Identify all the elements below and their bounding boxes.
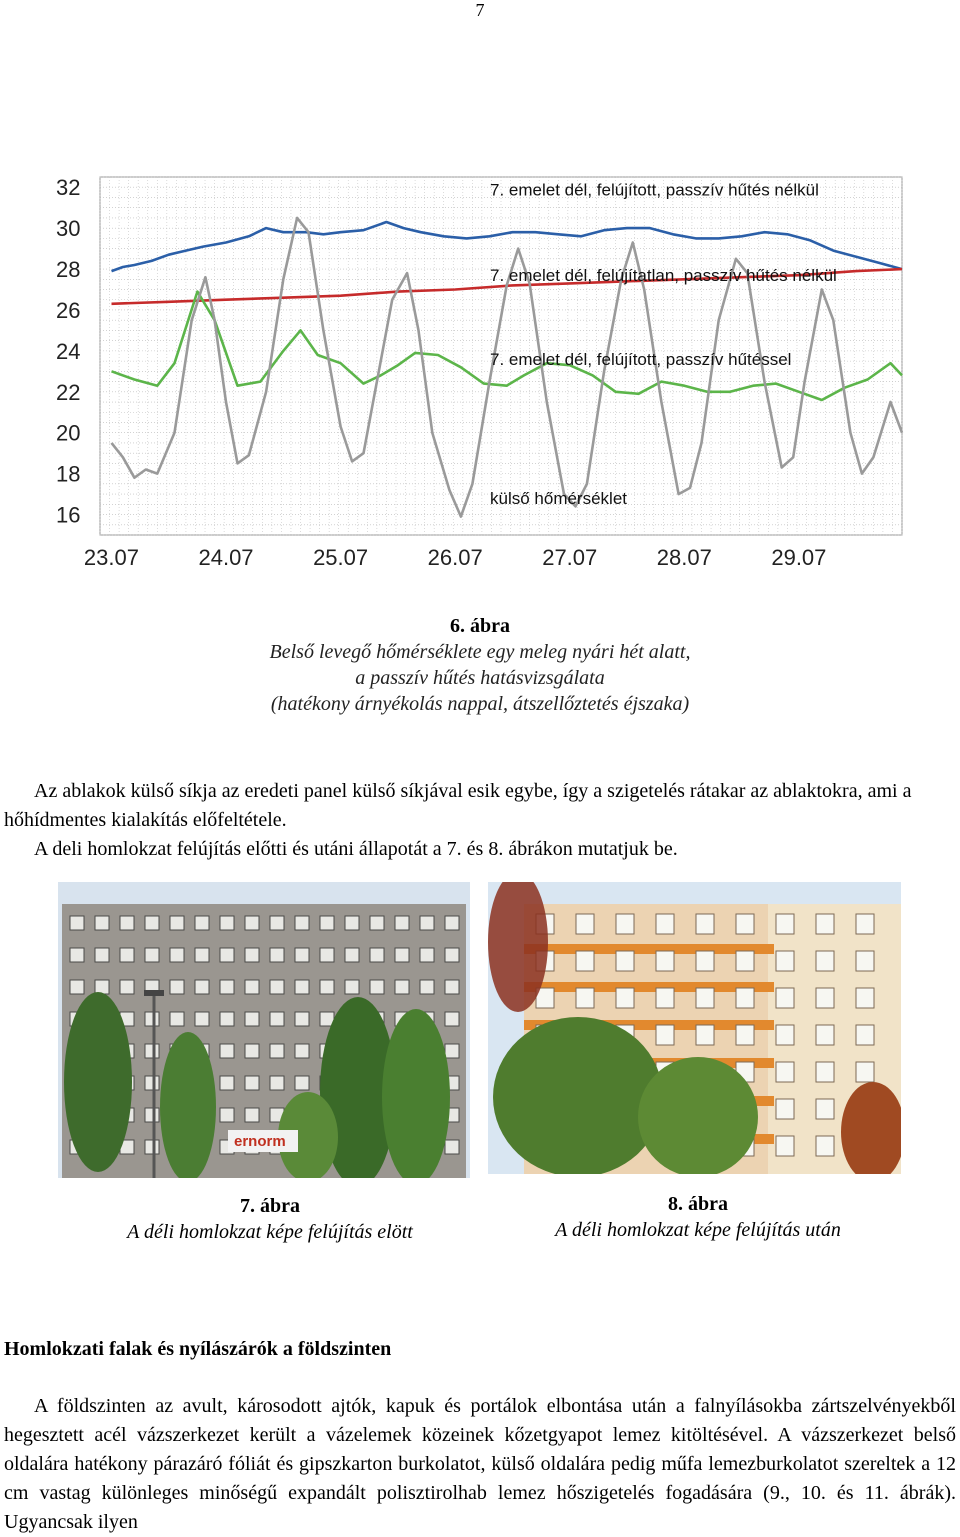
y-tick-label: 20	[56, 420, 81, 446]
building-window	[395, 980, 409, 994]
figure-6-line-3: (hatékony árnyékolás nappal, átszellőztetés éjszaka)	[270, 693, 690, 715]
building-window	[776, 1136, 794, 1156]
building-window	[856, 988, 874, 1008]
building-window	[395, 916, 409, 930]
building-window	[120, 948, 134, 962]
building-window	[370, 916, 384, 930]
building-window	[245, 1044, 259, 1058]
building-window	[856, 914, 874, 934]
building-window	[195, 948, 209, 962]
building-window	[856, 951, 874, 971]
figure-6-number: 6. ábra	[450, 615, 510, 637]
building-window	[270, 1044, 284, 1058]
building-window	[736, 988, 754, 1008]
building-window	[95, 916, 109, 930]
building-window	[95, 980, 109, 994]
building-window	[445, 948, 459, 962]
series-label-4: külső hőmérséklet	[490, 489, 628, 509]
building-window	[696, 1025, 714, 1045]
building-window	[295, 948, 309, 962]
building-window	[816, 988, 834, 1008]
building-window	[145, 916, 159, 930]
building-window	[420, 948, 434, 962]
building-window	[445, 1140, 459, 1154]
building-window	[220, 980, 234, 994]
building-window	[696, 951, 714, 971]
building-window	[345, 916, 359, 930]
building-window	[445, 1044, 459, 1058]
building-window	[145, 1012, 159, 1026]
figure-8-caption	[488, 1191, 908, 1243]
section-title: Homlokzati falak és nyílászárók a földszinten	[4, 1338, 392, 1360]
paragraph-windows-text-2: A deli homlokzat felújítás előtti és utáni állapotát a 7. és 8. ábrákon mutatjuk be.	[34, 838, 678, 860]
building-window	[856, 1025, 874, 1045]
building-window	[95, 948, 109, 962]
building-window	[776, 988, 794, 1008]
building-window	[816, 1099, 834, 1119]
building-window	[170, 948, 184, 962]
building-window	[445, 1012, 459, 1026]
building-window	[816, 1136, 834, 1156]
x-tick-label: 25.07	[313, 545, 369, 570]
building-window	[220, 1012, 234, 1026]
figure-8-number: 8. ábra	[668, 1193, 728, 1215]
building-window	[616, 988, 634, 1008]
y-tick-label: 32	[56, 175, 81, 201]
building-window	[295, 1012, 309, 1026]
building-window	[70, 980, 84, 994]
building-window	[576, 914, 594, 934]
page-number: 7	[475, 0, 485, 20]
building-window	[370, 980, 384, 994]
building-window	[170, 1012, 184, 1026]
building-window	[816, 914, 834, 934]
building-window	[696, 988, 714, 1008]
building-window	[856, 1062, 874, 1082]
building-window	[195, 1012, 209, 1026]
building-window	[220, 948, 234, 962]
building-window	[245, 1108, 259, 1122]
building-window	[220, 1044, 234, 1058]
building-window	[295, 980, 309, 994]
building-window	[696, 914, 714, 934]
figure-6-line-2: a passzív hűtés hatásvizsgálata	[355, 667, 605, 689]
building-window	[420, 980, 434, 994]
building-window	[616, 914, 634, 934]
series-label-1: 7. emelet dél, felújított, passzív hűtés nélkül	[490, 180, 819, 200]
building-window	[270, 948, 284, 962]
x-tick-label: 28.07	[656, 545, 712, 570]
building-window	[370, 948, 384, 962]
series-label-3: 7. emelet dél, felújított, passzív hűtéssel	[490, 350, 792, 370]
y-tick-label: 28	[56, 257, 81, 283]
building-window	[320, 948, 334, 962]
paragraph-windows-text-1: Az ablakok külső síkja az eredeti panel külső síkjával esik egybe, így a szigetelés rátakar az ablaktokra, ami a hőhídmentes kialakítás előfeltétele.	[4, 780, 912, 831]
building-window	[245, 916, 259, 930]
building-window	[245, 980, 259, 994]
building-window	[445, 916, 459, 930]
building-window	[816, 1062, 834, 1082]
figure-8-text: A déli homlokzat képe felújítás után	[555, 1219, 841, 1241]
store-sign-text: ernorm	[234, 1133, 286, 1150]
building-window	[656, 914, 674, 934]
building-window	[270, 980, 284, 994]
building-window	[776, 1099, 794, 1119]
building-window	[736, 914, 754, 934]
temperature-chart	[20, 165, 920, 585]
building-window	[295, 916, 309, 930]
building-window	[195, 980, 209, 994]
building-window	[656, 951, 674, 971]
building-window	[220, 1076, 234, 1090]
figure-7-number: 7. ábra	[240, 1195, 300, 1217]
building-window	[220, 1108, 234, 1122]
building-window	[576, 951, 594, 971]
building-window	[736, 951, 754, 971]
building-window	[576, 988, 594, 1008]
building-window	[320, 916, 334, 930]
figure-6-line-1: Belső levegő hőmérséklete egy meleg nyári hét alatt,	[269, 641, 691, 663]
building-window	[145, 1044, 159, 1058]
building-window	[776, 1025, 794, 1045]
building-window	[145, 1076, 159, 1090]
figure-6-caption	[0, 613, 960, 717]
building-window	[776, 1062, 794, 1082]
figure-7-text: A déli homlokzat képe felújítás elött	[127, 1221, 413, 1243]
building-window	[345, 980, 359, 994]
building-window	[816, 951, 834, 971]
paragraph-ground-floor: A földszinten az avult, károsodott ajtók, kapuk és portálok elbontása után a falnyílásokba zártszelvényekből hegesztett acél vázszerkezet került a vázelemek közeinek kőzetgyapot lemez kitöltésével. A vázszerkezet belső oldalára hatékony párazáró fóliát és gipszkarton burkolatot, külső oldalára pedig műfa lemezburkolatot szereltek a 12 cm vastag különleges minőségű expandált polisztirolhab lemez hőszigetelés fogadására (9., 10. és 11. ábrák). Ugyancsak ilyen	[4, 1395, 956, 1533]
building-window	[145, 1108, 159, 1122]
x-tick-label: 29.07	[771, 545, 827, 570]
y-tick-label: 24	[56, 338, 81, 364]
y-tick-label: 18	[56, 461, 81, 487]
building-window	[170, 916, 184, 930]
y-tick-label: 22	[56, 379, 81, 405]
building-window	[270, 1012, 284, 1026]
building-window	[170, 980, 184, 994]
figure-7-caption	[60, 1193, 480, 1245]
y-tick-label: 26	[56, 297, 81, 323]
building-window	[220, 916, 234, 930]
building-window	[616, 951, 634, 971]
building-window	[245, 1012, 259, 1026]
building-window	[270, 1076, 284, 1090]
building-window	[656, 1025, 674, 1045]
building-window	[445, 980, 459, 994]
building-window	[70, 916, 84, 930]
building-window	[245, 948, 259, 962]
building-window	[145, 1140, 159, 1154]
building-window	[120, 980, 134, 994]
building-window	[295, 1044, 309, 1058]
building-window	[320, 980, 334, 994]
y-tick-label: 16	[56, 502, 81, 528]
building-window	[776, 914, 794, 934]
paragraph-windows	[4, 777, 956, 864]
building-window	[420, 916, 434, 930]
x-tick-label: 27.07	[542, 545, 598, 570]
building-window	[736, 1025, 754, 1045]
building-window	[656, 988, 674, 1008]
building-window	[120, 916, 134, 930]
y-tick-label: 30	[56, 216, 81, 242]
x-tick-label: 24.07	[198, 545, 254, 570]
building-window	[70, 948, 84, 962]
building-window	[295, 1076, 309, 1090]
building-window	[776, 951, 794, 971]
x-tick-label: 23.07	[83, 545, 139, 570]
building-window	[145, 948, 159, 962]
building-window	[816, 1025, 834, 1045]
series-label-2: 7. emelet dél, felújítatlan, passzív hűtés nélkül	[490, 266, 837, 286]
building-window	[270, 916, 284, 930]
building-window	[245, 1076, 259, 1090]
x-tick-label: 26.07	[427, 545, 483, 570]
building-window	[195, 916, 209, 930]
facade-before-photo	[58, 882, 470, 1178]
facade-after-photo	[488, 882, 901, 1174]
building-window	[395, 948, 409, 962]
building-window	[345, 948, 359, 962]
